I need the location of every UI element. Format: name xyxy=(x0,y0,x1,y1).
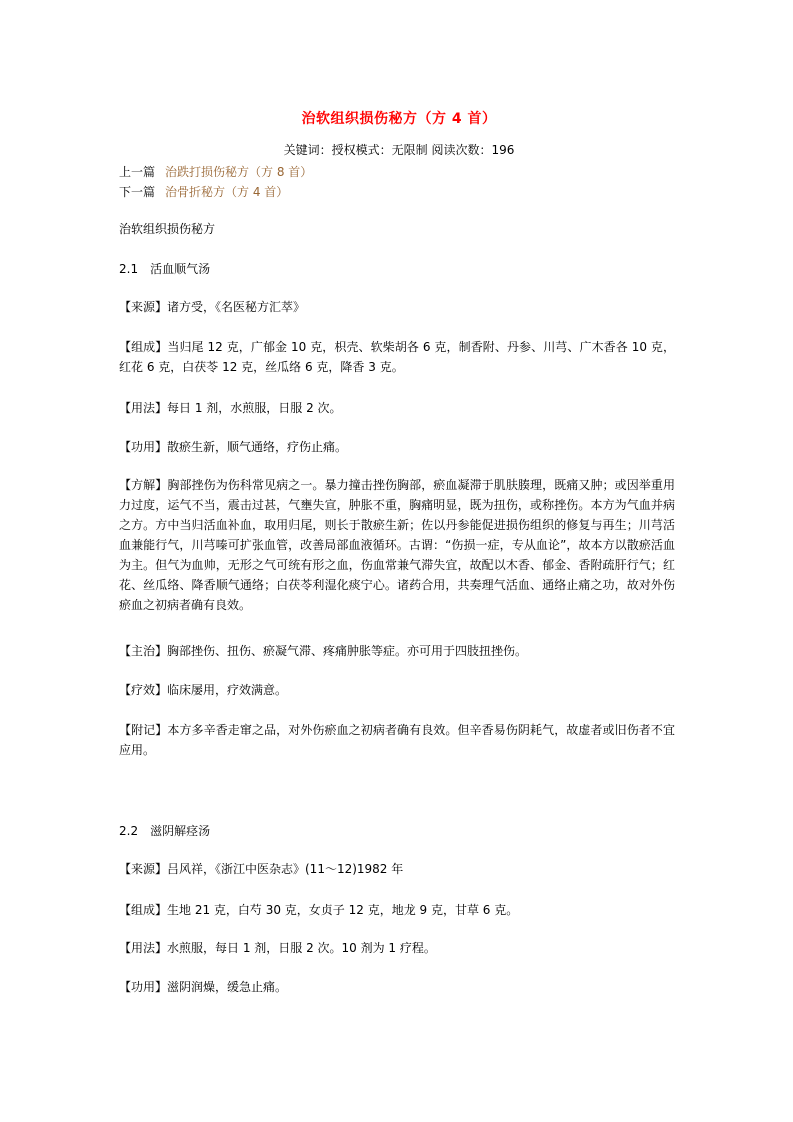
article-meta: 关键词：授权模式：无限制 阅读次数：196 xyxy=(283,143,515,157)
explanation-paragraph: 【方解】胸部挫伤为伤科常见病之一。暴力撞击挫伤胸部，瘀血凝滞于肌肤腠理，既痛又肿；或因举重用力过度，运气不当，震击过甚，气壅失宣，肿胀不重，胸痛明显，既为扭伤，或称挫伤。本方为气血并病之方。方中当归活血补血，取用归尾，则长于散瘀生新；佐以丹参能促进损伤组织的修复与再生；川芎活血兼能行气，川芎嗪可扩张血管，改善局部血液循环。古谓：“伤损一症，专从血论”，故本方以散瘀活血为主。但气为血帅，无形之气可统有形之血，伤血常兼气滞失宜，故配以木香、郁金、香附疏肝行气；红花、丝瓜络、降香顺气通络；白茯苓利湿化痰宁心。诸药合用，共奏理气活血、通络止痛之功，故对外伤瘀血之初病者确有良效。 xyxy=(119,478,675,612)
effect-paragraph: 【功用】散瘀生新，顺气通络，疗伤止痛。 xyxy=(119,440,348,454)
prev-article-link[interactable]: 治跌打损伤秘方（方 8 首） xyxy=(165,165,313,179)
next-label: 下一篇 xyxy=(119,185,156,199)
intro-text: 治软组织损伤秘方 xyxy=(119,222,216,236)
effect-paragraph: 【功用】滋阴润燥，缓急止痛。 xyxy=(119,980,288,994)
composition-paragraph: 【组成】生地 21 克，白芍 30 克，女贞子 12 克，地龙 9 克，甘草 6 克。 xyxy=(119,903,519,917)
indication-paragraph: 【主治】胸部挫伤、扭伤、瘀凝气滞、疼痛肿胀等症。亦可用于四肢扭挫伤。 xyxy=(119,644,528,658)
source-paragraph: 【来源】诸方受，《名医秘方汇萃》 xyxy=(119,300,306,314)
note-paragraph: 【附记】本方多辛香走窜之品，对外伤瘀血之初病者确有良效。但辛香易伤阴耗气，故虚者或旧伤者不宜应用。 xyxy=(119,723,675,757)
next-article-row xyxy=(119,183,288,200)
source-paragraph: 【来源】吕风祥，《浙江中医杂志》(11～12)1982 年 xyxy=(119,862,404,876)
section-heading: 2.1 活血顺气汤 xyxy=(119,262,211,276)
efficacy-paragraph: 【疗效】临床屡用，疗效满意。 xyxy=(119,683,288,697)
composition-paragraph: 【组成】当归尾 12 克，广郁金 10 克，枳壳、软柴胡各 6 克，制香附、丹参、川芎、广木香各 10 克，红花 6 克，白茯苓 12 克，丝瓜络 6 克，降香 3 克。 xyxy=(119,340,675,374)
usage-paragraph: 【用法】每日 1 剂，水煎服，日服 2 次。 xyxy=(119,401,342,415)
prev-label: 上一篇 xyxy=(119,165,156,179)
page-title: 治软组织损伤秘方（方 4 首） xyxy=(301,111,497,127)
usage-paragraph: 【用法】水煎服，每日 1 剂，日服 2 次。10 剂为 1 疗程。 xyxy=(119,941,436,955)
section-heading: 2.2 滋阴解痉汤 xyxy=(119,824,211,838)
prev-article-row xyxy=(119,163,312,180)
next-article-link[interactable]: 治骨折秘方（方 4 首） xyxy=(165,185,289,199)
